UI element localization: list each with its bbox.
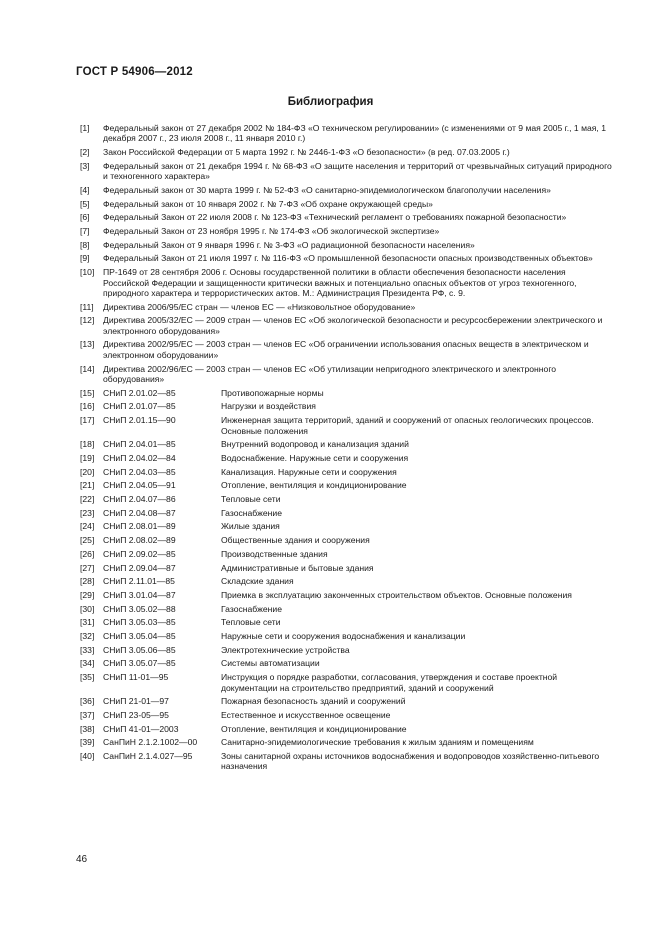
norm-item [80, 401, 614, 411]
reference-number: [38] [80, 723, 95, 734]
norm-code: СНиП 2.04.08—87 [103, 507, 176, 518]
norm-code: СНиП 2.08.02—89 [103, 535, 176, 546]
norm-item [80, 453, 614, 463]
reference-number: [23] [80, 507, 95, 518]
norm-item [80, 658, 614, 668]
reference-text: Федеральный закон от 30 марта 1999 г. № 52-ФЗ «О санитарно-эпидемиологическом благополучии населения» [103, 184, 551, 195]
norm-code: СНиП 11-01—95 [103, 672, 169, 683]
norm-item [80, 751, 614, 772]
reference-number: [14] [80, 363, 95, 374]
norm-item [80, 388, 614, 398]
reference-item [80, 161, 614, 182]
reference-item [80, 123, 614, 144]
document-code: ГОСТ Р 54906—2012 [76, 66, 193, 78]
norm-title: Санитарно-эпидемиологические требования к жилым зданиям и помещениям [221, 737, 534, 748]
reference-number: [40] [80, 751, 95, 762]
reference-text: Директива 2006/95/ЕС стран — членов ЕС — «Низковольтное оборудование» [103, 301, 416, 312]
norm-title: Пожарная безопасность зданий и сооружений [221, 696, 406, 707]
norm-item [80, 535, 614, 545]
reference-number: [30] [80, 603, 95, 614]
norm-title: Наружные сети и сооружения водоснабжения и канализации [221, 631, 466, 642]
norm-item [80, 672, 614, 693]
reference-number: [11] [80, 301, 94, 312]
reference-number: [39] [80, 737, 95, 748]
norm-title: Приемка в эксплуатацию законченных строительством объектов. Основные положения [221, 589, 572, 600]
reference-text: Федеральный Закон от 21 июля 1997 г. № 116-ФЗ «О промышленной безопасности опасных производственных объектов» [103, 253, 593, 264]
reference-item [80, 212, 614, 222]
norm-title: Газоснабжение [221, 603, 282, 614]
page-number: 46 [76, 854, 88, 865]
norm-title: Складские здания [221, 576, 294, 587]
norm-title: Внутренний водопровод и канализация зданий [221, 439, 409, 450]
reference-number: [32] [80, 631, 95, 642]
reference-number: [19] [80, 452, 95, 463]
reference-number: [22] [80, 494, 95, 505]
norm-code: СНиП 23-05—95 [103, 709, 169, 720]
norm-title: Общественные здания и сооружения [221, 535, 370, 546]
norm-title: Инструкция о порядке разработки, согласования, утверждения и составе проектной документации на строительство предприятий, зданий и сооружений [221, 672, 558, 693]
norm-code: СНиП 2.04.07—86 [103, 494, 176, 505]
reference-number: [36] [80, 696, 95, 707]
reference-text: Федеральный закон от 21 декабря 1994 г. № 68-ФЗ «О защите населения и территорий от чрезвычайных ситуаций природного и техногенного характера» [103, 160, 612, 182]
norm-code: СНиП 3.05.06—85 [103, 644, 176, 655]
reference-number: [17] [80, 415, 95, 426]
reference-number: [27] [80, 562, 95, 573]
norm-title: Водоснабжение. Наружные сети и сооружения [221, 452, 409, 463]
norm-title: Отопление, вентиляция и кондиционирование [221, 723, 407, 734]
norm-item [80, 710, 614, 720]
reference-number: [25] [80, 535, 95, 546]
reference-number: [6] [80, 212, 90, 223]
reference-text: Директива 2005/32/ЕС — 2009 стран — членов ЕС «Об экологической безопасности и ресурсосбережении электрического и электронного оборудования» [103, 315, 603, 336]
reference-number: [12] [80, 315, 95, 326]
reference-number: [31] [80, 617, 95, 628]
reference-number: [2] [80, 147, 90, 158]
norm-title: Противопожарные нормы [221, 387, 324, 398]
norm-code: СНиП 2.01.02—85 [103, 387, 176, 398]
norm-code: СНиП 21-01—97 [103, 696, 169, 707]
reference-number: [7] [80, 226, 90, 237]
norm-item [80, 590, 614, 600]
reference-number: [37] [80, 709, 95, 720]
norm-item [80, 604, 614, 614]
reference-number: [29] [80, 589, 95, 600]
reference-number: [4] [80, 184, 90, 195]
norm-code: СНиП 2.04.05—91 [103, 480, 176, 491]
norm-title: Системы автоматизации [221, 658, 320, 669]
reference-item [80, 253, 614, 263]
reference-list [80, 123, 614, 775]
reference-number: [9] [80, 253, 90, 264]
norm-item [80, 467, 614, 477]
norm-item [80, 439, 614, 449]
reference-item [80, 315, 614, 336]
norm-title: Газоснабжение [221, 507, 282, 518]
norm-title: Жилые здания [221, 521, 280, 532]
norm-item [80, 521, 614, 531]
reference-item [80, 302, 614, 312]
norm-title: Административные и бытовые здания [221, 562, 374, 573]
norm-code: СНиП 2.04.02—84 [103, 452, 176, 463]
norm-item [80, 508, 614, 518]
norm-title: Зоны санитарной охраны источников водоснабжения и водопроводов хозяйственно-питьевого назначения [221, 751, 600, 772]
reference-text: Директива 2002/95/ЕС — 2003 стран — членов ЕС «Об ограничении использования опасных веществ в электрическом и электронном оборудовании» [103, 339, 589, 360]
norm-title: Тепловые сети [221, 617, 281, 628]
reference-text: Федеральный закон от 27 декабря 2002 № 184-ФЗ «О техническом регулировании» (с изменениями от 9 мая 2005 г., 1 мая, 1 декабря 2007 г., 23 июля 2008 г., 11 января 2010 г.) [103, 123, 606, 144]
reference-number: [3] [80, 160, 90, 171]
norm-title: Нагрузки и воздействия [221, 401, 316, 412]
reference-item [80, 226, 614, 236]
norm-code: СНиП 3.01.04—87 [103, 589, 176, 600]
reference-number: [15] [80, 387, 95, 398]
reference-text: Директива 2002/96/ЕС — 2003 стран — членов ЕС «Об утилизации непригодного электрического и электронного оборудования» [103, 363, 557, 384]
norm-title: Тепловые сети [221, 494, 281, 505]
norm-title: Отопление, вентиляция и кондиционирование [221, 480, 407, 491]
reference-number: [5] [80, 198, 90, 209]
reference-number: [34] [80, 658, 95, 669]
reference-number: [1] [80, 123, 90, 133]
reference-number: [13] [80, 339, 95, 350]
reference-text: Закон Российской Федерации от 5 марта 1992 г. № 2446-1-ФЗ «О безопасности» (в ред. 07.03.2005 г.) [103, 147, 510, 158]
reference-item [80, 147, 614, 157]
reference-item [80, 199, 614, 209]
norm-title: Электротехнические устройства [221, 644, 350, 655]
norm-item [80, 480, 614, 490]
norm-code: СНиП 2.01.07—85 [103, 401, 176, 412]
reference-text: Федеральный Закон от 23 ноября 1995 г. № 174-ФЗ «Об экологической экспертизе» [103, 226, 440, 237]
norm-item [80, 576, 614, 586]
norm-code: СНиП 41-01—2003 [103, 723, 179, 734]
reference-number: [33] [80, 644, 95, 655]
norm-item [80, 724, 614, 734]
norm-item [80, 737, 614, 747]
reference-text: Федеральный Закон от 9 января 1996 г. № 3-ФЗ «О радиационной безопасности населения» [103, 239, 475, 250]
norm-code: СНиП 2.08.01—89 [103, 521, 176, 532]
norm-item [80, 631, 614, 641]
norm-title: Производственные здания [221, 548, 328, 559]
reference-number: [20] [80, 466, 95, 477]
reference-number: [8] [80, 239, 90, 250]
norm-item [80, 645, 614, 655]
reference-text: Федеральный Закон от 22 июля 2008 г. № 123-ФЗ «Технический регламент о требованиях пожарной безопасности» [103, 212, 567, 223]
reference-text: ПР-1649 от 28 сентября 2006 г. Основы государственной политики в области обеспечения безопасности населения Российской Федерации и защищенности критически важных и потенциально опасных объектов от угроз техногенного, природного характера и террористических актов. М.: Администрация Президента РФ, с. 9. [103, 267, 577, 298]
norm-item [80, 415, 614, 436]
norm-code: СНиП 2.09.02—85 [103, 548, 176, 559]
reference-text: Федеральный закон от 10 января 2002 г. № 7-ФЗ «Об охране окружающей среды» [103, 198, 433, 209]
reference-number: [10] [80, 267, 95, 278]
norm-code: СНиП 2.11.01—85 [103, 576, 175, 587]
reference-number: [18] [80, 439, 95, 450]
reference-number: [24] [80, 521, 95, 532]
norm-title: Канализация. Наружные сети и сооружения [221, 466, 397, 477]
norm-code: СНиП 2.04.01—85 [103, 439, 176, 450]
norm-item [80, 563, 614, 573]
reference-number: [16] [80, 401, 95, 412]
reference-item [80, 185, 614, 195]
norm-title: Инженерная защита территорий, зданий и сооружений от опасных геологических процессов. Основные положения [221, 415, 594, 436]
norm-item [80, 549, 614, 559]
norm-code: СанПиН 2.1.4.027—95 [103, 751, 193, 762]
reference-number: [21] [80, 480, 95, 491]
norm-code: СНиП 3.05.04—85 [103, 631, 176, 642]
norm-code: СНиП 3.05.03—85 [103, 617, 176, 628]
norm-code: СНиП 2.09.04—87 [103, 562, 176, 573]
bibliography-title: Библиография [287, 96, 374, 108]
reference-item [80, 364, 614, 385]
norm-item [80, 494, 614, 504]
norm-item [80, 617, 614, 627]
norm-code: СНиП 2.04.03—85 [103, 466, 176, 477]
norm-item [80, 696, 614, 706]
norm-title: Естественное и искусственное освещение [221, 709, 391, 720]
reference-item [80, 240, 614, 250]
reference-number: [26] [80, 548, 95, 559]
reference-number: [28] [80, 576, 95, 587]
reference-number: [35] [80, 672, 95, 683]
norm-code: СНиП 3.05.07—85 [103, 658, 176, 669]
reference-item [80, 267, 614, 298]
norm-code: СНиП 2.01.15—90 [103, 415, 176, 426]
norm-code: СанПиН 2.1.2.1002—00 [103, 737, 198, 748]
norm-code: СНиП 3.05.02—88 [103, 603, 176, 614]
reference-item [80, 339, 614, 360]
